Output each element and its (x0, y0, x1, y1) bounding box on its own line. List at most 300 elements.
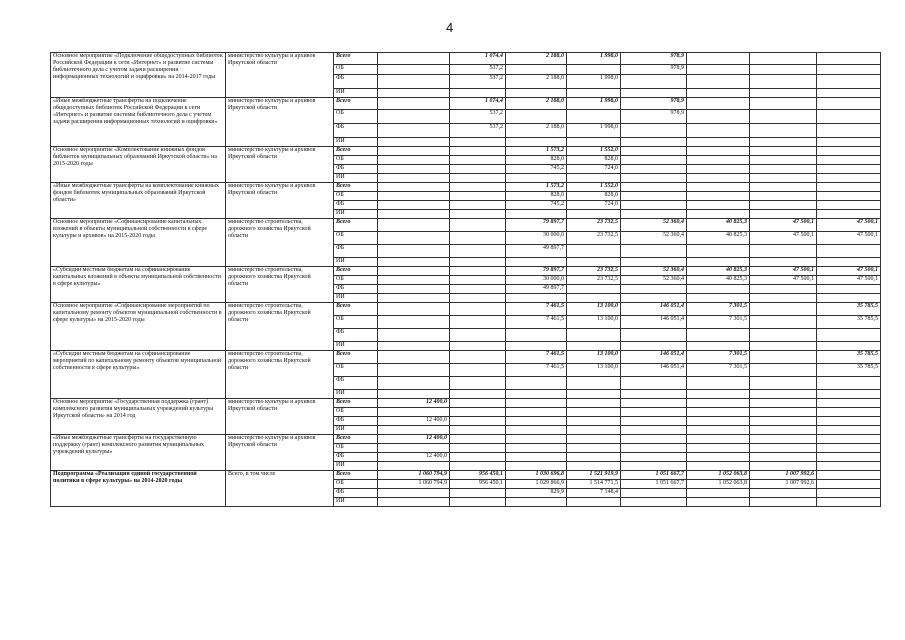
funding-source: ФБ (334, 453, 378, 462)
amount-cell: 7 461,5 (506, 364, 567, 377)
amount-cell (378, 245, 450, 258)
amount-cell (450, 390, 506, 399)
amount-cell (687, 342, 750, 351)
amount-cell (750, 183, 817, 192)
amount-cell: 23 732,5 (567, 219, 621, 232)
amount-cell: 828,0 (506, 192, 567, 201)
amount-cell (378, 89, 450, 98)
activity-description: Основное мероприятие «Комплектование книжных фондов библиотек муниципальных образований Иркутской области» на 2015-2020 годы (51, 147, 226, 183)
executor: министерство культуры и архивов Иркутской области (226, 53, 334, 98)
amount-cell (506, 498, 567, 507)
amount-cell (506, 258, 567, 267)
amount-cell (450, 156, 506, 165)
amount-cell: 978,9 (621, 110, 687, 124)
amount-cell (817, 192, 881, 201)
amount-cell (621, 183, 687, 192)
amount-cell (687, 65, 750, 75)
amount-cell (817, 165, 881, 174)
amount-cell (567, 426, 621, 435)
amount-cell (506, 390, 567, 399)
amount-cell (621, 462, 687, 471)
amount-cell (687, 174, 750, 183)
amount-cell (378, 462, 450, 471)
amount-cell (687, 89, 750, 98)
funding-source: ИИ (334, 138, 378, 147)
amount-cell: 1 007 992,6 (750, 471, 817, 480)
amount-cell (687, 426, 750, 435)
amount-cell (378, 408, 450, 417)
amount-cell (750, 138, 817, 147)
amount-cell: 1 552,0 (567, 183, 621, 192)
table-row (51, 183, 881, 192)
executor: министерство культуры и архивов Иркутской области (226, 435, 334, 471)
amount-cell (817, 183, 881, 192)
amount-cell (750, 390, 817, 399)
funding-source: ОБ (334, 156, 378, 165)
amount-cell (621, 75, 687, 89)
amount-cell (506, 377, 567, 390)
amount-cell (687, 210, 750, 219)
amount-cell (621, 138, 687, 147)
amount-cell (750, 147, 817, 156)
amount-cell (817, 53, 881, 65)
amount-cell (506, 453, 567, 462)
amount-cell (450, 294, 506, 303)
amount-cell: 13 100,0 (567, 364, 621, 377)
activity-description: «Иные межбюджетные трансферты на государственную поддержку (грант) комплексного развития муниципальных учреждений культуры» (51, 435, 226, 471)
amount-cell (378, 276, 450, 285)
amount-cell (621, 489, 687, 498)
amount-cell (567, 408, 621, 417)
amount-cell: 40 825,3 (687, 219, 750, 232)
executor: министерство культуры и архивов Иркутской области (226, 147, 334, 183)
funding-source: Всего (334, 219, 378, 232)
amount-cell (750, 342, 817, 351)
amount-cell (750, 408, 817, 417)
amount-cell (750, 489, 817, 498)
amount-cell (750, 351, 817, 364)
funding-source: Всего (334, 53, 378, 65)
amount-cell (506, 138, 567, 147)
amount-cell: 7 148,4 (567, 489, 621, 498)
executor: министерство культуры и архивов Иркутской области (226, 399, 334, 435)
amount-cell: 12 400,0 (378, 435, 450, 444)
amount-cell (506, 210, 567, 219)
amount-cell (750, 258, 817, 267)
amount-cell (750, 245, 817, 258)
amount-cell (621, 174, 687, 183)
funding-source: Всего (334, 98, 378, 110)
amount-cell: 47 500,1 (750, 276, 817, 285)
amount-cell (687, 294, 750, 303)
amount-cell (687, 329, 750, 342)
amount-cell: 828,0 (567, 156, 621, 165)
amount-cell: 828,0 (567, 192, 621, 201)
page-number: 4 (446, 20, 454, 35)
amount-cell (621, 192, 687, 201)
amount-cell (378, 183, 450, 192)
amount-cell (687, 435, 750, 444)
amount-cell (687, 489, 750, 498)
amount-cell: 49 897,7 (506, 285, 567, 294)
amount-cell (621, 399, 687, 408)
amount-cell (687, 245, 750, 258)
funding-source: ИИ (334, 342, 378, 351)
amount-cell: 40 825,3 (687, 267, 750, 276)
amount-cell (817, 462, 881, 471)
amount-cell (817, 98, 881, 110)
amount-cell: 1 051 667,7 (621, 480, 687, 489)
amount-cell (450, 399, 506, 408)
amount-cell (817, 498, 881, 507)
amount-cell (506, 65, 567, 75)
amount-cell (450, 342, 506, 351)
funding-source: ИИ (334, 426, 378, 435)
amount-cell (450, 267, 506, 276)
activity-description: Основное мероприятие «Подключение общедоступных библиотек Российской Федерации к сети «Интернет» и развитие системы библиотечного дела с учетом задачи расширения информационных технологий и оцифровки» на 2014-2017 годы (51, 53, 226, 98)
amount-cell (817, 399, 881, 408)
amount-cell (621, 89, 687, 98)
table-row (51, 219, 881, 232)
amount-cell: 1 998,0 (567, 124, 621, 138)
amount-cell (621, 435, 687, 444)
amount-cell: 2 188,0 (506, 98, 567, 110)
amount-cell: 537,2 (450, 75, 506, 89)
amount-cell (687, 192, 750, 201)
funding-source: ИИ (334, 294, 378, 303)
amount-cell (506, 174, 567, 183)
amount-cell (750, 53, 817, 65)
amount-cell (567, 444, 621, 453)
amount-cell (450, 408, 506, 417)
amount-cell (567, 285, 621, 294)
amount-cell (687, 377, 750, 390)
amount-cell: 1 552,0 (567, 147, 621, 156)
amount-cell: 537,2 (450, 110, 506, 124)
amount-cell (750, 498, 817, 507)
amount-cell: 146 051,4 (621, 303, 687, 316)
funding-source: ОБ (334, 480, 378, 489)
amount-cell: 79 897,7 (506, 219, 567, 232)
amount-cell: 1 074,4 (450, 53, 506, 65)
amount-cell (621, 165, 687, 174)
funding-source: ОБ (334, 276, 378, 285)
amount-cell (567, 210, 621, 219)
amount-cell: 1 514 771,5 (567, 480, 621, 489)
amount-cell: 13 100,0 (567, 303, 621, 316)
table-row (51, 471, 881, 480)
amount-cell (506, 399, 567, 408)
amount-cell (687, 285, 750, 294)
amount-cell (450, 165, 506, 174)
amount-cell: 52 360,4 (621, 267, 687, 276)
amount-cell: 12 400,0 (378, 417, 450, 426)
amount-cell (750, 417, 817, 426)
amount-cell (750, 462, 817, 471)
amount-cell: 1 052 063,8 (687, 471, 750, 480)
table-row (51, 303, 881, 316)
amount-cell (450, 316, 506, 329)
amount-cell: 12 400,0 (378, 453, 450, 462)
amount-cell (817, 471, 881, 480)
amount-cell (506, 110, 567, 124)
activity-description: «Субсидии местным бюджетам на софинансирование капитальных вложений в объекты муниципальной собственности в сфере культуры» (51, 267, 226, 303)
amount-cell (750, 201, 817, 210)
amount-cell (817, 329, 881, 342)
amount-cell (378, 258, 450, 267)
amount-cell (817, 124, 881, 138)
amount-cell: 745,2 (506, 165, 567, 174)
amount-cell: 52 360,4 (621, 276, 687, 285)
amount-cell (621, 453, 687, 462)
amount-cell (567, 65, 621, 75)
amount-cell (817, 480, 881, 489)
amount-cell (750, 210, 817, 219)
amount-cell (506, 342, 567, 351)
amount-cell (687, 201, 750, 210)
amount-cell (750, 364, 817, 377)
amount-cell (621, 156, 687, 165)
amount-cell: 35 785,5 (817, 316, 881, 329)
amount-cell (750, 174, 817, 183)
amount-cell: 47 500,1 (750, 232, 817, 245)
amount-cell (750, 192, 817, 201)
amount-cell: 537,2 (450, 124, 506, 138)
funding-source: ИИ (334, 174, 378, 183)
amount-cell (621, 444, 687, 453)
amount-cell (687, 124, 750, 138)
amount-cell (621, 329, 687, 342)
funding-source: ОБ (334, 192, 378, 201)
amount-cell (378, 165, 450, 174)
executor: министерство культуры и архивов Иркутской области (226, 183, 334, 219)
amount-cell (378, 285, 450, 294)
amount-cell (687, 53, 750, 65)
amount-cell: 1 030 696,8 (506, 471, 567, 480)
amount-cell (450, 303, 506, 316)
amount-cell: 30 000,0 (506, 232, 567, 245)
amount-cell: 1 051 667,7 (621, 471, 687, 480)
amount-cell: 1 998,0 (567, 75, 621, 89)
funding-source: ФБ (334, 489, 378, 498)
amount-cell: 23 732,5 (567, 232, 621, 245)
amount-cell (378, 294, 450, 303)
amount-cell (687, 75, 750, 89)
budget-table (50, 52, 881, 507)
amount-cell (750, 377, 817, 390)
amount-cell (378, 232, 450, 245)
amount-cell (817, 156, 881, 165)
funding-source: ИИ (334, 498, 378, 507)
amount-cell (621, 124, 687, 138)
amount-cell (378, 364, 450, 377)
amount-cell (378, 329, 450, 342)
amount-cell (378, 210, 450, 219)
amount-cell (750, 316, 817, 329)
amount-cell (621, 390, 687, 399)
amount-cell: 52 360,4 (621, 219, 687, 232)
amount-cell (378, 75, 450, 89)
funding-source: ИИ (334, 210, 378, 219)
amount-cell (378, 444, 450, 453)
amount-cell (817, 210, 881, 219)
amount-cell (750, 124, 817, 138)
activity-description: Основное мероприятие «Софинансирование мероприятий по капитальному ремонту объектов муниципальной собственности в сфере культуры» на 2015-2020 годы (51, 303, 226, 351)
amount-cell: 956 450,1 (450, 471, 506, 480)
amount-cell (750, 444, 817, 453)
funding-source: ИИ (334, 89, 378, 98)
amount-cell (567, 417, 621, 426)
amount-cell (817, 435, 881, 444)
amount-cell: 23 732,5 (567, 276, 621, 285)
amount-cell: 52 360,4 (621, 232, 687, 245)
amount-cell: 829,9 (506, 489, 567, 498)
amount-cell: 1 521 919,9 (567, 471, 621, 480)
funding-source: ИИ (334, 462, 378, 471)
funding-source: Всего (334, 267, 378, 276)
amount-cell: 35 785,5 (817, 351, 881, 364)
amount-cell (378, 498, 450, 507)
amount-cell: 537,2 (450, 65, 506, 75)
amount-cell (621, 258, 687, 267)
amount-cell (450, 462, 506, 471)
amount-cell: 35 785,5 (817, 303, 881, 316)
amount-cell: 724,0 (567, 165, 621, 174)
amount-cell (621, 201, 687, 210)
amount-cell (567, 329, 621, 342)
amount-cell (687, 444, 750, 453)
funding-source: ОБ (334, 65, 378, 75)
amount-cell (687, 498, 750, 507)
amount-cell (450, 417, 506, 426)
funding-source: ОБ (334, 110, 378, 124)
amount-cell: 1 573,2 (506, 147, 567, 156)
funding-source: ИИ (334, 258, 378, 267)
amount-cell (450, 276, 506, 285)
amount-cell (506, 294, 567, 303)
funding-source: Всего (334, 399, 378, 408)
amount-cell (378, 65, 450, 75)
amount-cell (817, 426, 881, 435)
amount-cell: 47 500,1 (817, 276, 881, 285)
amount-cell (450, 232, 506, 245)
amount-cell (450, 192, 506, 201)
amount-cell: 2 188,0 (506, 124, 567, 138)
amount-cell: 1 029 866,9 (506, 480, 567, 489)
funding-source: ФБ (334, 285, 378, 294)
amount-cell (450, 435, 506, 444)
amount-cell: 7 301,5 (687, 351, 750, 364)
executor: министерство строительства, дорожного хозяйства Иркутской области (226, 219, 334, 267)
activity-description: Основное мероприятие «Государственная поддержка (грант) комплексного развития муниципальных учреждений культуры Иркутской области» на 2014 год (51, 399, 226, 435)
amount-cell (378, 489, 450, 498)
amount-cell (450, 351, 506, 364)
funding-source: ФБ (334, 417, 378, 426)
amount-cell: 7 461,5 (506, 303, 567, 316)
amount-cell: 7 461,5 (506, 316, 567, 329)
amount-cell (750, 426, 817, 435)
amount-cell: 7 301,5 (687, 303, 750, 316)
amount-cell (817, 147, 881, 156)
amount-cell (450, 444, 506, 453)
amount-cell (817, 174, 881, 183)
amount-cell (750, 285, 817, 294)
executor: министерство культуры и архивов Иркутской области (226, 98, 334, 147)
amount-cell (567, 245, 621, 258)
amount-cell (506, 329, 567, 342)
activity-description: Подпрограмма «Реализация единой государственной политики в сфере культуры» на 2014-2020 годы (51, 471, 226, 507)
amount-cell: 47 500,1 (750, 219, 817, 232)
funding-source: ФБ (334, 201, 378, 210)
amount-cell: 1 007 992,6 (750, 480, 817, 489)
amount-cell (378, 138, 450, 147)
amount-cell (450, 285, 506, 294)
amount-cell: 978,9 (621, 98, 687, 110)
amount-cell (817, 138, 881, 147)
amount-cell (450, 89, 506, 98)
amount-cell (817, 294, 881, 303)
amount-cell (378, 377, 450, 390)
amount-cell: 745,2 (506, 201, 567, 210)
funding-source: ФБ (334, 124, 378, 138)
funding-source: Всего (334, 183, 378, 192)
amount-cell (687, 98, 750, 110)
amount-cell (450, 245, 506, 258)
table-row (51, 147, 881, 156)
amount-cell (687, 138, 750, 147)
amount-cell: 724,0 (567, 201, 621, 210)
amount-cell (378, 147, 450, 156)
funding-source: ФБ (334, 245, 378, 258)
amount-cell (687, 453, 750, 462)
activity-description: «Иные межбюджетные трансферты на подключение общедоступных библиотек Российской Федерации к сети «Интернет» и развитие системы библиотечного дела с учетом задачи расширения информационных технологий и оцифровки» (51, 98, 226, 147)
activity-description: «Субсидии местным бюджетам на софинансирование мероприятий по капитальному ремонту объектов муниципальной собственности в сфере культуры» (51, 351, 226, 399)
amount-cell (817, 258, 881, 267)
amount-cell: 2 188,0 (506, 53, 567, 65)
amount-cell (567, 110, 621, 124)
amount-cell (750, 329, 817, 342)
amount-cell (687, 417, 750, 426)
amount-cell (506, 417, 567, 426)
amount-cell (506, 462, 567, 471)
amount-cell (687, 258, 750, 267)
amount-cell: 47 500,1 (817, 232, 881, 245)
amount-cell (567, 294, 621, 303)
amount-cell: 40 825,3 (687, 276, 750, 285)
amount-cell (817, 444, 881, 453)
amount-cell (687, 390, 750, 399)
amount-cell (567, 498, 621, 507)
amount-cell (378, 219, 450, 232)
amount-cell (687, 147, 750, 156)
executor: министерство строительства, дорожного хозяйства Иркутской области (226, 351, 334, 399)
amount-cell (378, 316, 450, 329)
funding-source: ФБ (334, 329, 378, 342)
table-row (51, 53, 881, 65)
amount-cell: 146 051,4 (621, 351, 687, 364)
amount-cell: 47 500,1 (817, 219, 881, 232)
amount-cell (750, 435, 817, 444)
amount-cell (450, 219, 506, 232)
table-row (51, 399, 881, 408)
amount-cell (378, 303, 450, 316)
executor: министерство строительства, дорожного хозяйства Иркутской области (226, 267, 334, 303)
table-row (51, 351, 881, 364)
amount-cell (621, 498, 687, 507)
amount-cell (378, 156, 450, 165)
activity-description: «Иные межбюджетные трансферты на комплектование книжных фондов библиотек муниципальных образований Иркутской области» (51, 183, 226, 219)
funding-source: ОБ (334, 444, 378, 453)
